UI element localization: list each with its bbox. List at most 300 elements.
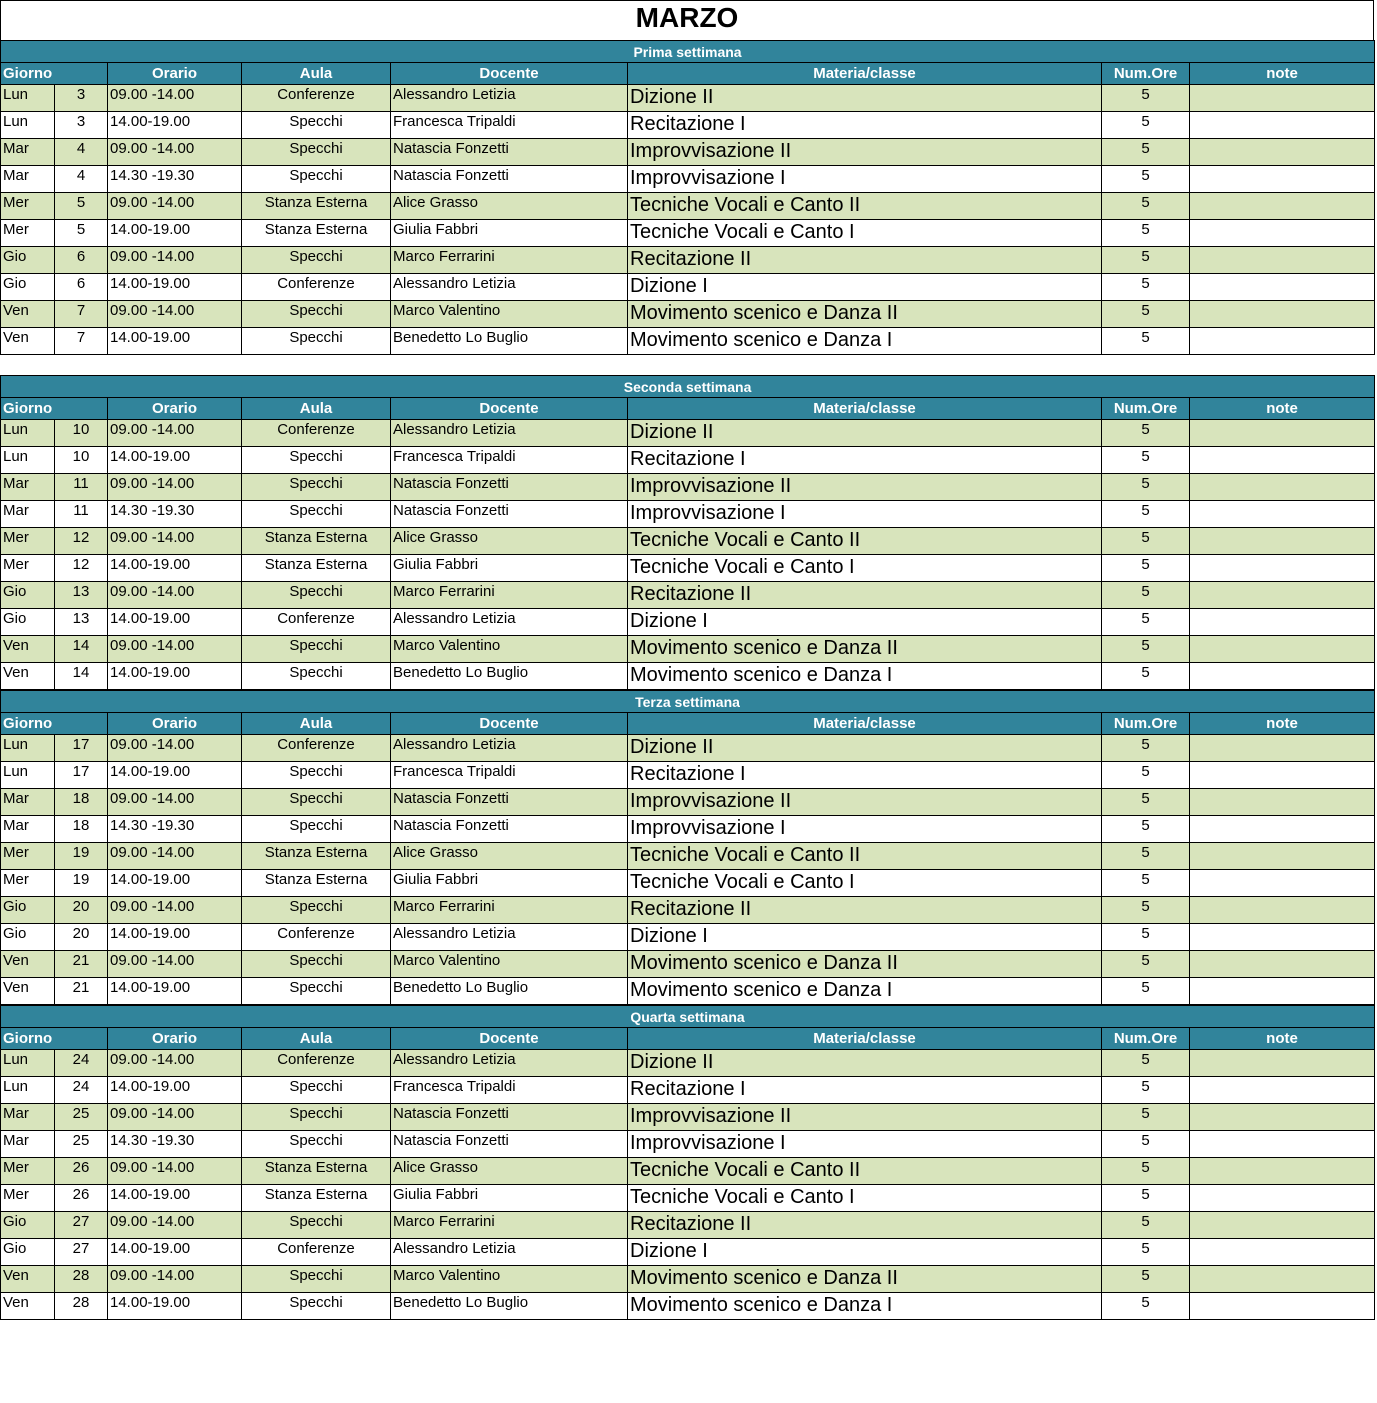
header-docente: Docente (391, 1028, 628, 1050)
cell-orario: 14.30 -19.30 (108, 1131, 242, 1158)
table-row (1, 951, 1375, 978)
table-row (1, 870, 1375, 897)
cell-data: 4 (55, 139, 108, 166)
table-row (1, 274, 1375, 301)
header-num-ore: Num.Ore (1102, 713, 1190, 735)
week-title-row (1, 1006, 1375, 1028)
weeks-container (0, 40, 1374, 1320)
cell-aula: Specchi (242, 166, 391, 193)
header-num-ore: Num.Ore (1102, 1028, 1190, 1050)
cell-orario: 09.00 -14.00 (108, 139, 242, 166)
cell-docente: Alessandro Letizia (391, 735, 628, 762)
cell-orario: 14.00-19.00 (108, 663, 242, 690)
cell-orario: 09.00 -14.00 (108, 474, 242, 501)
header-aula: Aula (242, 398, 391, 420)
cell-docente: Benedetto Lo Buglio (391, 978, 628, 1005)
cell-num-ore: 5 (1102, 420, 1190, 447)
header-aula: Aula (242, 1028, 391, 1050)
cell-aula: Specchi (242, 1266, 391, 1293)
cell-num-ore: 5 (1102, 555, 1190, 582)
cell-num-ore: 5 (1102, 166, 1190, 193)
cell-data: 28 (55, 1293, 108, 1320)
cell-materia: Recitazione I (628, 447, 1102, 474)
cell-materia: Dizione I (628, 1239, 1102, 1266)
cell-materia: Tecniche Vocali e Canto I (628, 1185, 1102, 1212)
cell-orario: 14.00-19.00 (108, 870, 242, 897)
cell-giorno: Ven (1, 951, 55, 978)
cell-num-ore: 5 (1102, 328, 1190, 355)
cell-orario: 09.00 -14.00 (108, 528, 242, 555)
cell-note (1190, 328, 1375, 355)
cell-aula: Conferenze (242, 85, 391, 112)
week-title: Seconda settimana (1, 376, 1375, 398)
cell-docente: Natascia Fonzetti (391, 501, 628, 528)
cell-orario: 09.00 -14.00 (108, 1266, 242, 1293)
cell-data: 12 (55, 528, 108, 555)
cell-data: 20 (55, 897, 108, 924)
cell-aula: Specchi (242, 762, 391, 789)
cell-giorno: Lun (1, 762, 55, 789)
cell-num-ore: 5 (1102, 1239, 1190, 1266)
cell-note (1190, 663, 1375, 690)
cell-note (1190, 1293, 1375, 1320)
cell-orario: 09.00 -14.00 (108, 951, 242, 978)
cell-note (1190, 1131, 1375, 1158)
cell-data: 17 (55, 762, 108, 789)
cell-giorno: Mar (1, 1104, 55, 1131)
cell-num-ore: 5 (1102, 301, 1190, 328)
cell-data: 6 (55, 247, 108, 274)
cell-aula: Conferenze (242, 924, 391, 951)
cell-materia: Tecniche Vocali e Canto I (628, 555, 1102, 582)
cell-aula: Specchi (242, 636, 391, 663)
cell-materia: Tecniche Vocali e Canto I (628, 870, 1102, 897)
cell-materia: Improvvisazione II (628, 139, 1102, 166)
table-row (1, 1104, 1375, 1131)
table-row (1, 474, 1375, 501)
cell-num-ore: 5 (1102, 951, 1190, 978)
cell-num-ore: 5 (1102, 220, 1190, 247)
table-row (1, 843, 1375, 870)
cell-giorno: Mar (1, 166, 55, 193)
header-giorno: Giorno (1, 713, 108, 735)
cell-aula: Specchi (242, 447, 391, 474)
cell-num-ore: 5 (1102, 1266, 1190, 1293)
cell-docente: Marco Ferrarini (391, 247, 628, 274)
cell-docente: Francesca Tripaldi (391, 447, 628, 474)
cell-data: 21 (55, 951, 108, 978)
cell-materia: Recitazione II (628, 582, 1102, 609)
cell-giorno: Mer (1, 555, 55, 582)
cell-materia: Dizione I (628, 609, 1102, 636)
cell-num-ore: 5 (1102, 1131, 1190, 1158)
cell-giorno: Ven (1, 328, 55, 355)
table-row (1, 501, 1375, 528)
cell-aula: Specchi (242, 474, 391, 501)
cell-num-ore: 5 (1102, 762, 1190, 789)
cell-orario: 14.00-19.00 (108, 1185, 242, 1212)
cell-orario: 09.00 -14.00 (108, 636, 242, 663)
cell-materia: Recitazione I (628, 762, 1102, 789)
cell-note (1190, 843, 1375, 870)
cell-aula: Stanza Esterna (242, 870, 391, 897)
cell-orario: 14.00-19.00 (108, 112, 242, 139)
cell-num-ore: 5 (1102, 843, 1190, 870)
cell-note (1190, 762, 1375, 789)
cell-materia: Movimento scenico e Danza II (628, 636, 1102, 663)
cell-data: 19 (55, 870, 108, 897)
cell-note (1190, 85, 1375, 112)
cell-num-ore: 5 (1102, 897, 1190, 924)
cell-aula: Specchi (242, 951, 391, 978)
cell-docente: Natascia Fonzetti (391, 1104, 628, 1131)
cell-materia: Movimento scenico e Danza I (628, 328, 1102, 355)
cell-aula: Specchi (242, 501, 391, 528)
cell-data: 14 (55, 663, 108, 690)
header-row (1, 1028, 1375, 1050)
cell-orario: 09.00 -14.00 (108, 1050, 242, 1077)
cell-num-ore: 5 (1102, 978, 1190, 1005)
cell-data: 7 (55, 301, 108, 328)
cell-materia: Tecniche Vocali e Canto II (628, 528, 1102, 555)
table-row (1, 636, 1375, 663)
table-row (1, 247, 1375, 274)
cell-data: 11 (55, 474, 108, 501)
table-row (1, 1185, 1375, 1212)
cell-docente: Natascia Fonzetti (391, 1131, 628, 1158)
cell-num-ore: 5 (1102, 193, 1190, 220)
cell-note (1190, 978, 1375, 1005)
cell-num-ore: 5 (1102, 85, 1190, 112)
cell-num-ore: 5 (1102, 1293, 1190, 1320)
cell-note (1190, 951, 1375, 978)
cell-note (1190, 1158, 1375, 1185)
cell-aula: Specchi (242, 301, 391, 328)
cell-giorno: Mar (1, 1131, 55, 1158)
cell-giorno: Gio (1, 274, 55, 301)
cell-materia: Movimento scenico e Danza I (628, 978, 1102, 1005)
cell-data: 27 (55, 1239, 108, 1266)
page-title: MARZO (0, 0, 1374, 40)
cell-num-ore: 5 (1102, 663, 1190, 690)
cell-data: 25 (55, 1131, 108, 1158)
cell-num-ore: 5 (1102, 1050, 1190, 1077)
cell-num-ore: 5 (1102, 609, 1190, 636)
cell-num-ore: 5 (1102, 582, 1190, 609)
cell-aula: Conferenze (242, 609, 391, 636)
cell-num-ore: 5 (1102, 139, 1190, 166)
header-giorno: Giorno (1, 398, 108, 420)
cell-docente: Marco Ferrarini (391, 1212, 628, 1239)
cell-orario: 14.30 -19.30 (108, 816, 242, 843)
cell-aula: Specchi (242, 247, 391, 274)
cell-materia: Recitazione I (628, 1077, 1102, 1104)
table-row (1, 978, 1375, 1005)
cell-orario: 14.30 -19.30 (108, 501, 242, 528)
cell-materia: Dizione I (628, 924, 1102, 951)
cell-aula: Stanza Esterna (242, 1185, 391, 1212)
cell-note (1190, 555, 1375, 582)
table-row (1, 112, 1375, 139)
cell-orario: 14.00-19.00 (108, 274, 242, 301)
cell-docente: Francesca Tripaldi (391, 112, 628, 139)
cell-data: 11 (55, 501, 108, 528)
table-row (1, 789, 1375, 816)
cell-note (1190, 789, 1375, 816)
header-materia: Materia/classe (628, 713, 1102, 735)
header-aula: Aula (242, 63, 391, 85)
cell-aula: Specchi (242, 897, 391, 924)
cell-materia: Recitazione II (628, 897, 1102, 924)
cell-num-ore: 5 (1102, 474, 1190, 501)
week-gap (0, 355, 1374, 375)
cell-note (1190, 870, 1375, 897)
cell-materia: Tecniche Vocali e Canto II (628, 843, 1102, 870)
cell-note (1190, 582, 1375, 609)
cell-note (1190, 301, 1375, 328)
cell-docente: Marco Ferrarini (391, 897, 628, 924)
cell-docente: Marco Valentino (391, 1266, 628, 1293)
cell-orario: 09.00 -14.00 (108, 897, 242, 924)
week-title-row (1, 376, 1375, 398)
week-title: Quarta settimana (1, 1006, 1375, 1028)
cell-materia: Improvvisazione II (628, 1104, 1102, 1131)
cell-giorno: Gio (1, 897, 55, 924)
cell-note (1190, 447, 1375, 474)
cell-giorno: Mar (1, 474, 55, 501)
cell-giorno: Mar (1, 789, 55, 816)
week-title: Terza settimana (1, 691, 1375, 713)
week-table (0, 40, 1375, 355)
cell-data: 14 (55, 636, 108, 663)
header-aula: Aula (242, 713, 391, 735)
cell-materia: Improvvisazione I (628, 166, 1102, 193)
cell-data: 19 (55, 843, 108, 870)
table-row (1, 85, 1375, 112)
cell-giorno: Ven (1, 301, 55, 328)
header-num-ore: Num.Ore (1102, 398, 1190, 420)
cell-aula: Specchi (242, 1212, 391, 1239)
cell-giorno: Mer (1, 843, 55, 870)
cell-docente: Alice Grasso (391, 843, 628, 870)
cell-aula: Stanza Esterna (242, 220, 391, 247)
cell-aula: Specchi (242, 1104, 391, 1131)
cell-aula: Specchi (242, 789, 391, 816)
cell-aula: Specchi (242, 663, 391, 690)
cell-giorno: Gio (1, 1212, 55, 1239)
cell-docente: Benedetto Lo Buglio (391, 1293, 628, 1320)
cell-note (1190, 166, 1375, 193)
cell-orario: 14.00-19.00 (108, 447, 242, 474)
cell-data: 18 (55, 816, 108, 843)
cell-data: 24 (55, 1077, 108, 1104)
cell-data: 26 (55, 1185, 108, 1212)
cell-giorno: Ven (1, 1293, 55, 1320)
week-table (0, 1005, 1375, 1320)
cell-orario: 14.00-19.00 (108, 1293, 242, 1320)
cell-num-ore: 5 (1102, 636, 1190, 663)
cell-aula: Stanza Esterna (242, 528, 391, 555)
cell-aula: Stanza Esterna (242, 843, 391, 870)
cell-materia: Recitazione II (628, 1212, 1102, 1239)
cell-orario: 14.00-19.00 (108, 555, 242, 582)
cell-note (1190, 474, 1375, 501)
cell-giorno: Ven (1, 636, 55, 663)
cell-orario: 09.00 -14.00 (108, 1212, 242, 1239)
cell-orario: 09.00 -14.00 (108, 301, 242, 328)
cell-data: 18 (55, 789, 108, 816)
cell-num-ore: 5 (1102, 447, 1190, 474)
cell-materia: Recitazione I (628, 112, 1102, 139)
cell-data: 6 (55, 274, 108, 301)
cell-note (1190, 897, 1375, 924)
table-row (1, 582, 1375, 609)
cell-data: 21 (55, 978, 108, 1005)
cell-materia: Dizione I (628, 274, 1102, 301)
cell-aula: Specchi (242, 328, 391, 355)
cell-giorno: Ven (1, 663, 55, 690)
cell-aula: Stanza Esterna (242, 193, 391, 220)
week-title: Prima settimana (1, 41, 1375, 63)
cell-docente: Alessandro Letizia (391, 85, 628, 112)
cell-note (1190, 420, 1375, 447)
cell-data: 26 (55, 1158, 108, 1185)
header-orario: Orario (108, 398, 242, 420)
cell-docente: Marco Valentino (391, 951, 628, 978)
cell-data: 13 (55, 582, 108, 609)
table-row (1, 1077, 1375, 1104)
cell-num-ore: 5 (1102, 247, 1190, 274)
table-row (1, 1266, 1375, 1293)
cell-orario: 14.00-19.00 (108, 1077, 242, 1104)
header-materia: Materia/classe (628, 1028, 1102, 1050)
cell-aula: Conferenze (242, 735, 391, 762)
cell-materia: Improvvisazione I (628, 1131, 1102, 1158)
cell-num-ore: 5 (1102, 816, 1190, 843)
cell-orario: 09.00 -14.00 (108, 247, 242, 274)
cell-docente: Alessandro Letizia (391, 274, 628, 301)
cell-num-ore: 5 (1102, 1077, 1190, 1104)
cell-giorno: Mar (1, 816, 55, 843)
cell-materia: Improvvisazione II (628, 474, 1102, 501)
table-row (1, 301, 1375, 328)
cell-orario: 14.00-19.00 (108, 924, 242, 951)
cell-giorno: Gio (1, 609, 55, 636)
header-giorno: Giorno (1, 63, 108, 85)
cell-docente: Natascia Fonzetti (391, 474, 628, 501)
table-row (1, 528, 1375, 555)
cell-orario: 09.00 -14.00 (108, 735, 242, 762)
cell-num-ore: 5 (1102, 789, 1190, 816)
cell-giorno: Mer (1, 528, 55, 555)
cell-orario: 14.00-19.00 (108, 762, 242, 789)
cell-num-ore: 5 (1102, 1185, 1190, 1212)
cell-orario: 09.00 -14.00 (108, 1158, 242, 1185)
cell-giorno: Lun (1, 735, 55, 762)
cell-materia: Tecniche Vocali e Canto II (628, 193, 1102, 220)
cell-docente: Alessandro Letizia (391, 420, 628, 447)
cell-materia: Movimento scenico e Danza II (628, 301, 1102, 328)
cell-data: 7 (55, 328, 108, 355)
header-note: note (1190, 713, 1375, 735)
cell-data: 13 (55, 609, 108, 636)
cell-num-ore: 5 (1102, 1158, 1190, 1185)
cell-aula: Specchi (242, 1293, 391, 1320)
header-docente: Docente (391, 713, 628, 735)
cell-docente: Francesca Tripaldi (391, 1077, 628, 1104)
cell-num-ore: 5 (1102, 528, 1190, 555)
table-row (1, 447, 1375, 474)
cell-docente: Natascia Fonzetti (391, 166, 628, 193)
table-row (1, 609, 1375, 636)
cell-giorno: Gio (1, 247, 55, 274)
cell-orario: 14.30 -19.30 (108, 166, 242, 193)
table-row (1, 1050, 1375, 1077)
cell-docente: Marco Valentino (391, 636, 628, 663)
cell-note (1190, 636, 1375, 663)
cell-materia: Movimento scenico e Danza I (628, 663, 1102, 690)
cell-note (1190, 247, 1375, 274)
cell-docente: Alessandro Letizia (391, 924, 628, 951)
cell-materia: Improvvisazione I (628, 501, 1102, 528)
cell-aula: Conferenze (242, 1050, 391, 1077)
cell-docente: Alessandro Letizia (391, 1050, 628, 1077)
cell-materia: Tecniche Vocali e Canto I (628, 220, 1102, 247)
cell-data: 10 (55, 447, 108, 474)
cell-docente: Giulia Fabbri (391, 220, 628, 247)
cell-aula: Specchi (242, 582, 391, 609)
cell-materia: Recitazione II (628, 247, 1102, 274)
cell-note (1190, 1077, 1375, 1104)
cell-orario: 09.00 -14.00 (108, 789, 242, 816)
week-title-row (1, 691, 1375, 713)
cell-giorno: Mer (1, 220, 55, 247)
table-row (1, 663, 1375, 690)
table-row (1, 1158, 1375, 1185)
cell-giorno: Gio (1, 1239, 55, 1266)
cell-materia: Dizione II (628, 735, 1102, 762)
header-docente: Docente (391, 63, 628, 85)
cell-aula: Stanza Esterna (242, 1158, 391, 1185)
cell-materia: Movimento scenico e Danza II (628, 1266, 1102, 1293)
table-row (1, 897, 1375, 924)
cell-orario: 14.00-19.00 (108, 328, 242, 355)
cell-materia: Dizione II (628, 85, 1102, 112)
cell-docente: Benedetto Lo Buglio (391, 328, 628, 355)
header-note: note (1190, 1028, 1375, 1050)
cell-materia: Dizione II (628, 1050, 1102, 1077)
cell-aula: Stanza Esterna (242, 555, 391, 582)
cell-note (1190, 112, 1375, 139)
table-row (1, 735, 1375, 762)
cell-materia: Movimento scenico e Danza I (628, 1293, 1102, 1320)
table-row (1, 193, 1375, 220)
cell-docente: Natascia Fonzetti (391, 139, 628, 166)
header-materia: Materia/classe (628, 63, 1102, 85)
cell-note (1190, 1050, 1375, 1077)
cell-aula: Specchi (242, 1077, 391, 1104)
cell-orario: 09.00 -14.00 (108, 420, 242, 447)
cell-giorno: Lun (1, 112, 55, 139)
cell-giorno: Mer (1, 1158, 55, 1185)
cell-data: 28 (55, 1266, 108, 1293)
cell-data: 20 (55, 924, 108, 951)
cell-materia: Tecniche Vocali e Canto II (628, 1158, 1102, 1185)
cell-aula: Conferenze (242, 274, 391, 301)
cell-note (1190, 609, 1375, 636)
cell-note (1190, 1104, 1375, 1131)
cell-num-ore: 5 (1102, 870, 1190, 897)
